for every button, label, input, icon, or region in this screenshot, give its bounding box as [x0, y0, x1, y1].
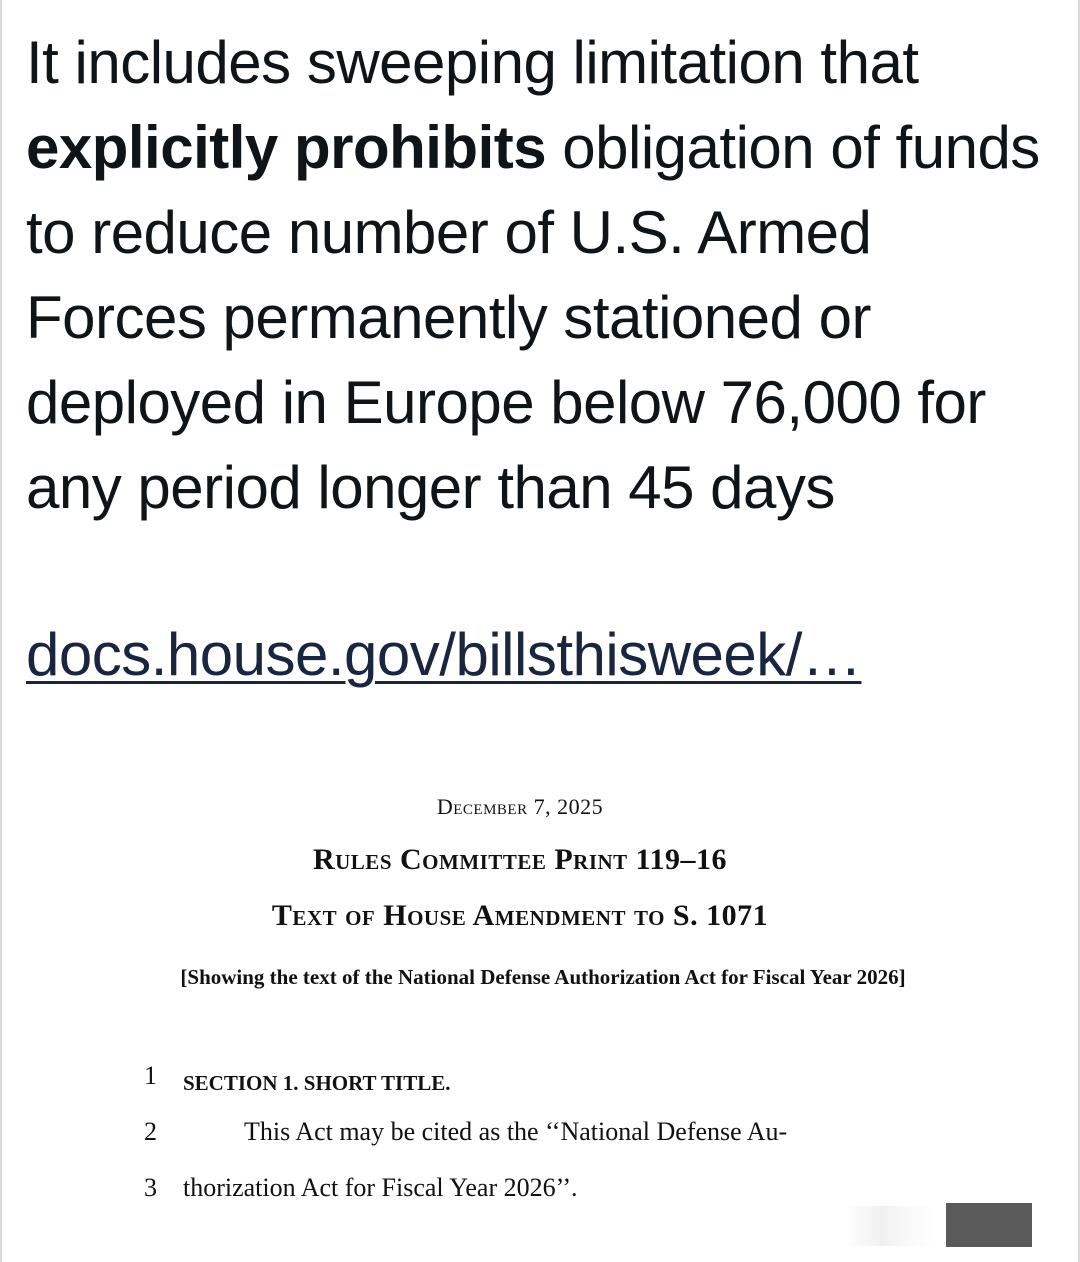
line-text: thorization Act for Fiscal Year 2026’’. [183, 1173, 578, 1202]
post-text-start: It includes sweeping limitation that [26, 29, 919, 96]
document-date: December 7, 2025 [436, 794, 604, 819]
redaction-block [946, 1203, 1032, 1247]
document-title-print: Rules Committee Print 119–16 [312, 843, 728, 876]
blurred-watermark [846, 1206, 936, 1246]
post-body-text [26, 20, 1066, 530]
document-line [0, 1173, 1000, 1209]
post-text-bold: explicitly prohibits [26, 114, 547, 181]
line-number: 1 [144, 1061, 157, 1090]
document-link[interactable]: docs.house.gov/billsthisweek/… [26, 621, 862, 688]
document-line [0, 1061, 1000, 1097]
post-text-end: obligation of funds to reduce number of U.S. Armed Forces permanently stationed or deployed in Europe below 76,000 for any period longer than 45 days [26, 114, 1040, 521]
line-number: 3 [144, 1173, 157, 1202]
section-heading: SECTION 1. SHORT TITLE. [183, 1071, 451, 1095]
line-text: This Act may be cited as the ‘‘National Defense Au- [244, 1117, 788, 1146]
line-number: 2 [144, 1117, 157, 1146]
document-bracket-note: [Showing the text of the National Defense Authorization Act for Fiscal Year 2026] [180, 965, 906, 989]
document-title-amendment: Text of House Amendment to S. 1071 [271, 899, 769, 932]
document-line [0, 1117, 1000, 1153]
